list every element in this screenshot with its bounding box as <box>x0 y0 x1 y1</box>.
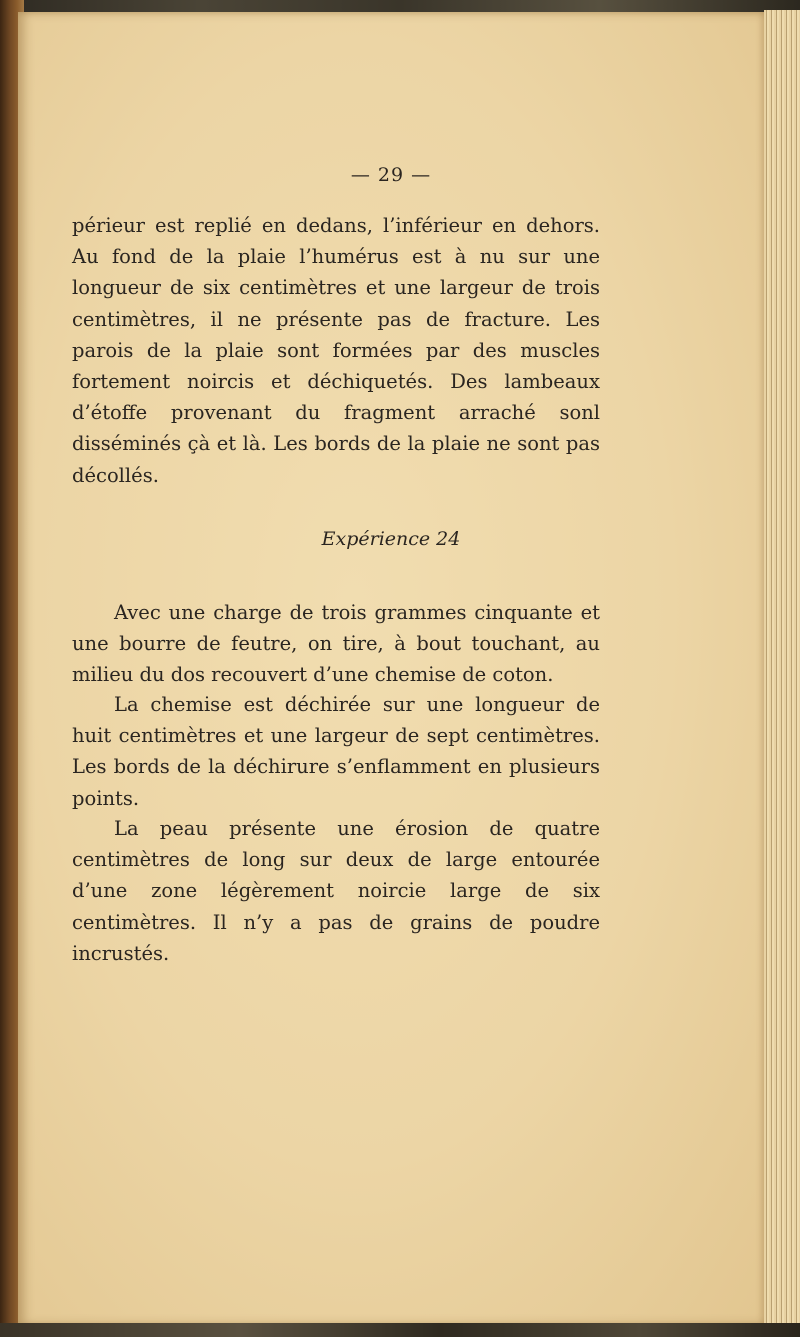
paragraph <box>72 597 600 691</box>
book-page <box>18 12 764 1325</box>
page-edges <box>764 10 800 1328</box>
paragraph-text: Avec une charge de trois grammes cinquante et une bourre de feutre, on tire, à bout touchant, au milieu du dos recouvert d’une chemise de coton. <box>72 601 600 687</box>
paragraph-continued <box>72 210 600 491</box>
paragraph-text: La chemise est déchirée sur une longueur de huit centimètres et une largeur de sept centimètres. Les bords de la déchirure s’enflamment en plusieurs points. <box>72 693 600 810</box>
paragraph <box>72 813 600 969</box>
section-heading: Expérience 24 <box>321 528 461 550</box>
paragraph-text: périeur est replié en dedans, l’inférieur en dehors. Au fond de la plaie l’humérus est à nu sur une longueur de six centimètres et une largeur de trois centimètres, il ne présente pas de fracture. Les parois de la plaie sont formées par des muscles fortement noircis et déchiquetés. Des lambeaux d’étoffe provenant du fragment arraché sonl disséminés çà et là. Les bords de la plaie ne sont pas décollés. <box>72 214 600 487</box>
paragraph-text: La peau présente une érosion de quatre centimètres de long sur deux de large entourée d’une zone légèrement noircie large de six centimètres. Il n’y a pas de grains de poudre incrustés. <box>72 817 600 965</box>
book-cover-bottom <box>0 1323 800 1337</box>
page-number: — 29 — <box>350 164 432 186</box>
paragraph <box>72 689 600 814</box>
